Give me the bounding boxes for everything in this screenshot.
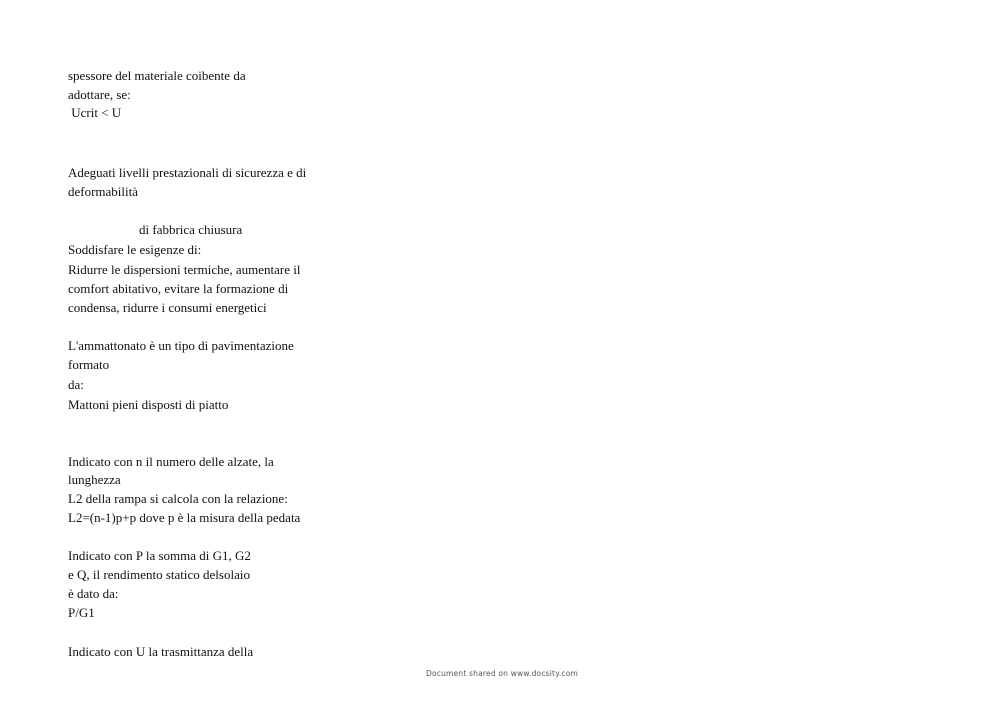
text-line: L2=(n-1)p+p dove p è la misura della pedata xyxy=(68,510,301,525)
text-line: adottare, se: xyxy=(68,87,131,102)
text-line: formato xyxy=(68,357,110,372)
text-line: Indicato con U la trasmittanza della xyxy=(68,644,254,659)
text-line: Ridurre le dispersioni termiche, aumentare il xyxy=(68,262,301,277)
text-line: Adeguati livelli prestazionali di sicurezza e di xyxy=(68,165,307,180)
text-line: è dato da: xyxy=(68,586,119,601)
text-line: Indicato con n il numero delle alzate, la xyxy=(68,454,274,469)
text-line: Ucrit < U xyxy=(68,105,122,120)
text-line: Mattoni pieni disposti di piatto xyxy=(68,397,229,412)
text-line: P/G1 xyxy=(68,605,95,620)
text-line: di fabbrica chiusura xyxy=(139,222,243,237)
text-line: condensa, ridurre i consumi energetici xyxy=(68,300,267,315)
text-line: e Q, il rendimento statico delsolaio xyxy=(68,567,250,582)
footer-watermark: Document shared on www.docsity.com xyxy=(426,669,578,678)
text-line: comfort abitativo, evitare la formazione di xyxy=(68,281,289,296)
text-line: spessore del materiale coibente da xyxy=(68,68,246,83)
text-line: deformabilità xyxy=(68,184,139,199)
text-line: da: xyxy=(68,377,84,392)
text-line: Indicato con P la somma di G1, G2 xyxy=(68,548,251,563)
text-line: Soddisfare le esigenze di: xyxy=(68,242,202,257)
text-line: L'ammattonato è un tipo di pavimentazione xyxy=(68,338,294,353)
text-line: L2 della rampa si calcola con la relazione: xyxy=(68,491,288,506)
text-line: lunghezza xyxy=(68,472,121,487)
